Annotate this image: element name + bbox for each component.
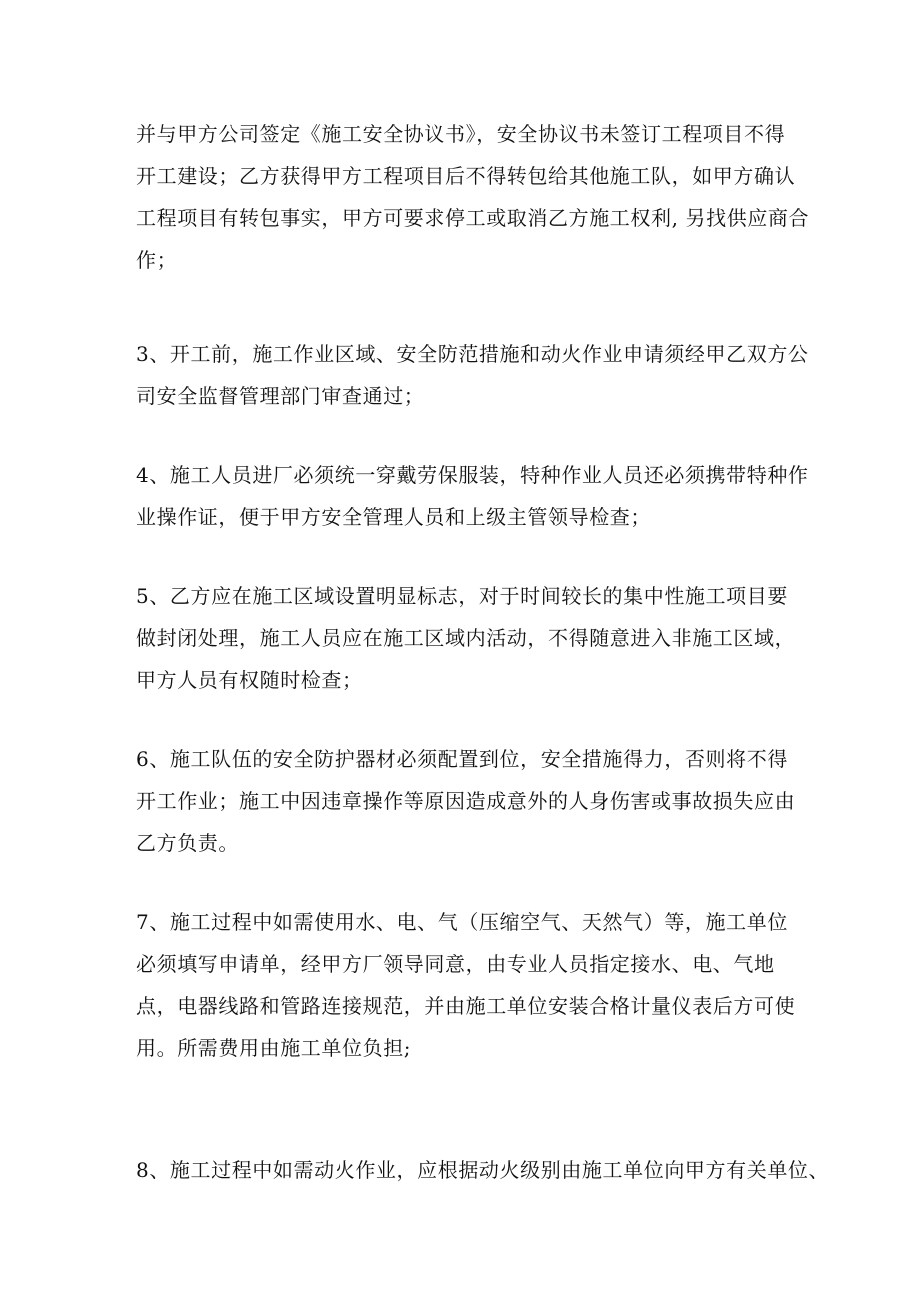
text-line: 作； <box>136 248 178 272</box>
paragraph-item-6 <box>136 738 796 864</box>
text-line: 3、开工前，施工作业区域、安全防范措施和动火作业申请须经甲乙双方公 <box>136 342 809 366</box>
text-line: 甲方人员有权随时检查； <box>136 668 363 692</box>
text-line: 司安全监督管理部门审查通过； <box>136 384 425 408</box>
text-line: 8、施工过程中如需动火作业，应根据动火级别由施工单位向甲方有关单位、 <box>136 1158 830 1182</box>
paragraph-item-5 <box>136 575 796 701</box>
text-line: 6、施工队伍的安全防护器材必须配置到位，安全措施得力，否则将不得 <box>136 747 788 771</box>
paragraph-item-8 <box>136 1149 830 1191</box>
text-line: 工程项目有转包事实，甲方可要求停工或取消乙方施工权利, 另找供应商合 <box>136 206 810 230</box>
paragraph-item-3 <box>136 333 809 417</box>
text-line: 开工建设；乙方获得甲方工程项目后不得转包给其他施工队，如甲方确认 <box>136 164 796 188</box>
text-line: 5、乙方应在施工区域设置明显标志，对于时间较长的集中性施工项目要 <box>136 584 788 608</box>
text-line: 做封闭处理，施工人员应在施工区域内活动，不得随意进入非施工区域， <box>136 626 796 650</box>
text-line: 必须填写申请单，经甲方厂领导同意，由专业人员指定接水、电、气地 <box>136 952 775 976</box>
paragraph-contract-signing <box>136 113 810 281</box>
text-line: 开工作业；施工中因违章操作等原因造成意外的人身伤害或事故损失应由 <box>136 789 796 813</box>
paragraph-item-7 <box>136 901 796 1069</box>
text-line: 用。所需费用由施工单位负担; <box>136 1036 412 1060</box>
text-line: 乙方负责。 <box>136 831 239 855</box>
text-line: 7、施工过程中如需使用水、电、气（压缩空气、天然气）等，施工单位 <box>136 910 788 934</box>
text-line: 点，电器线路和管路连接规范，并由施工单位安装合格计量仪表后方可使 <box>136 994 796 1018</box>
text-line: 业操作证，便于甲方安全管理人员和上级主管领导检查； <box>136 505 651 529</box>
paragraph-item-4 <box>136 454 809 538</box>
text-line: 并与甲方公司签定《施工安全协议书》，安全协议书未签订工程项目不得 <box>136 122 786 146</box>
text-line: 4、施工人员进厂必须统一穿戴劳保服装，特种作业人员还必须携带特种作 <box>136 463 809 487</box>
